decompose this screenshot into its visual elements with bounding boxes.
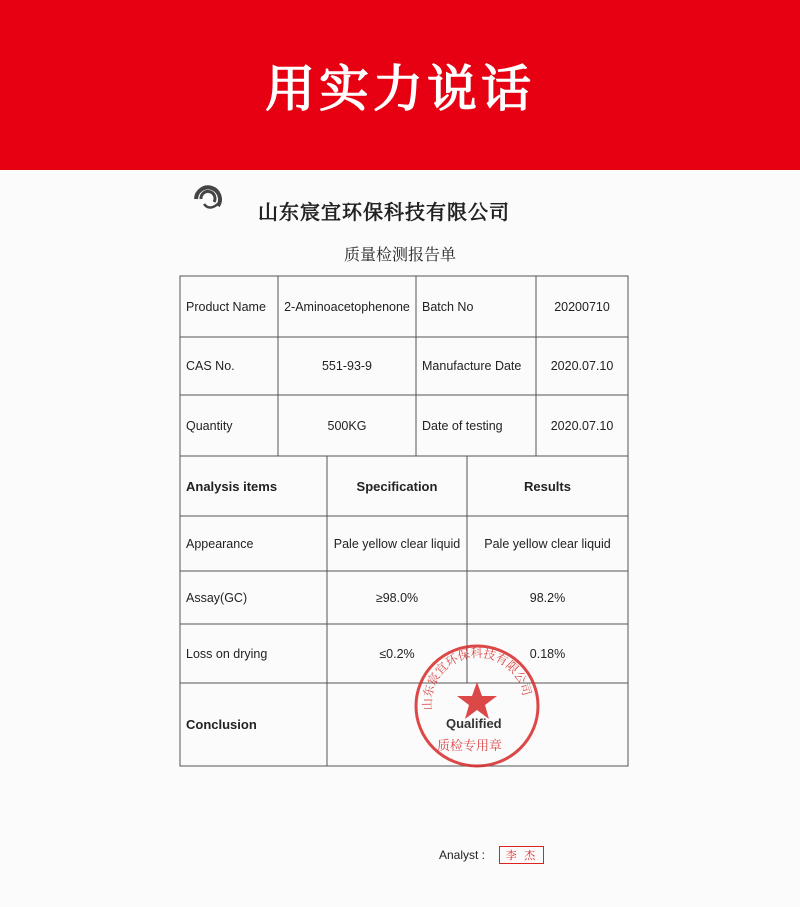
row-spec: ≥98.0% [375, 590, 419, 605]
row-item: Appearance [186, 536, 254, 551]
row-spec: Pale yellow clear liquid [333, 536, 461, 551]
row-result: Pale yellow clear liquid [484, 536, 611, 551]
manufacture-date-value: 2020.07.10 [550, 359, 614, 373]
cas-value: 551-93-9 [321, 359, 373, 373]
cas-label: CAS No. [186, 359, 235, 373]
quantity-label: Quantity [186, 418, 233, 433]
header-analysis-items: Analysis items [186, 478, 278, 494]
stamp-ring-text: 山东宸宜环保科技有限公司 [420, 646, 534, 711]
header-specification: Specification [356, 478, 438, 494]
manufacture-date-label: Manufacture Date [422, 359, 522, 373]
analyst-signature: 李 杰 [499, 846, 544, 864]
product-name-label: Product Name [186, 299, 266, 314]
batch-no-value: 20200710 [554, 299, 610, 314]
banner-title: 用实力说话 [265, 60, 535, 118]
row-result: 98.2% [529, 590, 566, 605]
header-results: Results [524, 478, 571, 494]
report-title: 质量检测报告单 [343, 245, 456, 264]
row-item: Loss on drying [186, 646, 268, 661]
company-name: 山东宸宜环保科技有限公司 [258, 200, 510, 224]
row-spec: ≤0.2% [379, 646, 415, 661]
conclusion-value: Qualified [446, 716, 502, 731]
row-result: 0.18% [529, 646, 566, 661]
product-name-value: 2-Aminoacetophenone [284, 299, 410, 314]
row-item: Assay(GC) [186, 590, 248, 605]
conclusion-label: Conclusion [186, 717, 257, 732]
testing-date-value: 2020.07.10 [550, 418, 614, 433]
analyst-label: Analyst : [439, 848, 486, 862]
stamp-bottom-text: 质检专用章 [437, 739, 503, 754]
testing-date-label: Date of testing [422, 418, 503, 433]
quantity-value: 500KG [327, 418, 367, 433]
batch-no-label: Batch No [422, 299, 474, 314]
